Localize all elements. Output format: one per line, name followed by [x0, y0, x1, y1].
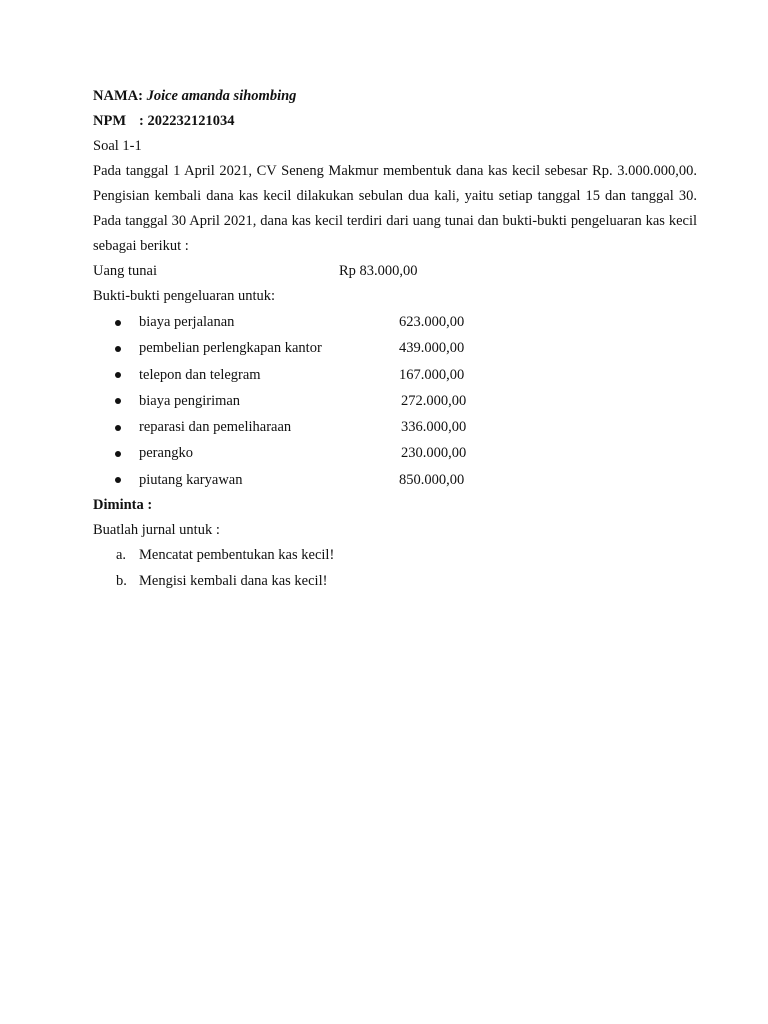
- bullet-icon: [115, 346, 121, 352]
- expense-label: biaya perjalanan: [139, 314, 235, 330]
- task-marker: a.: [116, 547, 127, 564]
- task-list: [93, 543, 697, 594]
- expense-label: pembelian perlengkapan kantor: [139, 340, 322, 357]
- expense-value: 167.000,00: [399, 366, 465, 383]
- bullet-icon: [115, 425, 121, 431]
- expense-label: reparasi dan pemeliharaan: [139, 419, 292, 436]
- expense-item: [93, 309, 697, 335]
- expense-value: 230.000,00: [401, 445, 467, 462]
- expense-item: [93, 362, 697, 388]
- task-item: [93, 543, 697, 569]
- task-text: Mencatat pembentukan kas kecil!: [139, 547, 335, 564]
- expense-value: 272.000,00: [401, 392, 467, 409]
- expenses-intro: Bukti-bukti pengeluaran untuk:: [93, 288, 276, 304]
- expense-value: 439.000,00: [399, 340, 465, 357]
- expense-label: biaya pengiriman: [139, 392, 241, 409]
- name-label: NAMA:: [93, 88, 143, 104]
- soal-title: Soal 1-1: [93, 138, 142, 154]
- bullet-icon: [115, 451, 121, 457]
- expense-item: [93, 414, 697, 440]
- task-item: [93, 569, 697, 595]
- bullet-icon: [115, 398, 121, 404]
- name-value: Joice amanda sihombing: [146, 88, 297, 104]
- npm-value: : 202232121034: [139, 113, 235, 129]
- expense-label: perangko: [139, 445, 193, 462]
- diminta-heading: Diminta :: [93, 497, 153, 514]
- problem-paragraph: Pada tanggal 1 April 2021, CV Seneng Makmur membentuk dana kas kecil sebesar Rp. 3.000.000,00. Pengisian kembali dana kas kecil dilakukan sebulan dua kali, yaitu setiap tanggal 15 dan tanggal 30. Pada tanggal 30 April 2021, dana kas kecil terdiri dari uang tunai dan bukti-bukti pengeluaran kas kecil sebagai berikut :: [93, 163, 697, 254]
- bullet-icon: [115, 372, 121, 378]
- task-intro: Buatlah jurnal untuk :: [93, 522, 220, 539]
- task-text: Mengisi kembali dana kas kecil!: [139, 572, 328, 589]
- expense-item: [93, 388, 697, 414]
- expense-value: 623.000,00: [399, 314, 465, 330]
- cash-row: [93, 259, 697, 284]
- expense-label: telepon dan telegram: [139, 366, 261, 383]
- cash-value: Rp 83.000,00: [339, 263, 418, 279]
- document-body: [93, 84, 697, 594]
- expense-item: [93, 440, 697, 466]
- npm-line: [93, 109, 697, 134]
- bullet-icon: [115, 320, 121, 326]
- bullet-icon: [115, 477, 121, 483]
- expense-value: 850.000,00: [399, 471, 465, 488]
- expense-item: [93, 467, 697, 493]
- cash-label: Uang tunai: [93, 263, 158, 279]
- expense-label: piutang karyawan: [139, 471, 243, 488]
- expense-value: 336.000,00: [401, 419, 467, 436]
- name-line: [93, 84, 697, 109]
- task-marker: b.: [116, 572, 127, 589]
- npm-label: NPM: [93, 113, 127, 129]
- expense-list: [93, 309, 697, 493]
- expense-item: [93, 335, 697, 361]
